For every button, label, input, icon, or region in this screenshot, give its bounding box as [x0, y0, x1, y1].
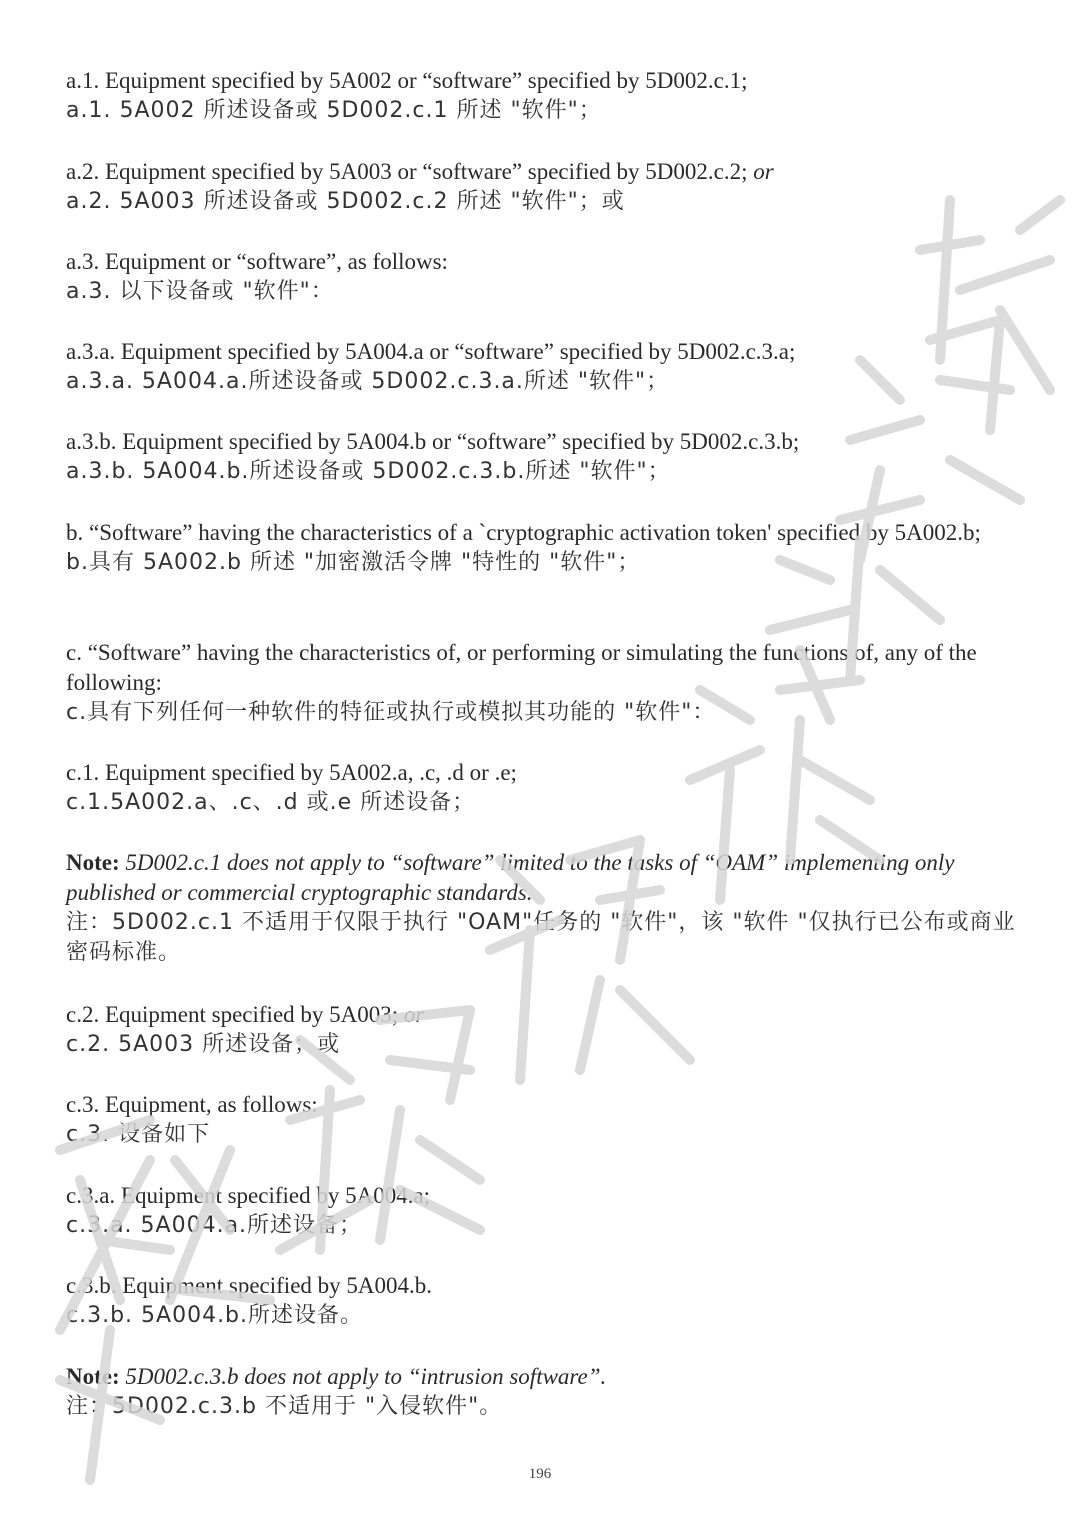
page-number: 196 — [528, 1466, 552, 1482]
clause-c3a-en: c.3.a. Equipment specified by 5A004.a; — [66, 1183, 431, 1208]
clause-a2-en-text: a.2. Equipment specified by 5A003 or “software” specified by 5D002.c.2; — [66, 159, 748, 184]
note-c3b — [66, 1362, 1016, 1422]
clause-c3b-en: c.3.b. Equipment specified by 5A004.b. — [66, 1273, 433, 1298]
clause-c2 — [66, 1000, 1016, 1060]
clause-c3a-zh: c.3.a. 5A004.a.所述设备； — [66, 1213, 363, 1238]
clause-a1-zh: a.1. 5A002 所述设备或 5D002.c.1 所述 "软件"； — [66, 98, 602, 123]
note-c3b-en — [66, 1362, 1016, 1392]
note-c3b-zh: 注：5D002.c.3.b 不适用于 "入侵软件"。 — [66, 1394, 503, 1419]
clause-a1 — [66, 66, 1016, 126]
clause-c-en: c. “Software” having the characteristics of, or performing or simulating the functions of, any of the following: — [66, 640, 983, 695]
clause-c-zh: c.具有下列任何一种软件的特征或执行或模拟其功能的 "软件"： — [66, 700, 716, 725]
clause-a3 — [66, 247, 1016, 307]
clause-c1-zh: c.1.5A002.a、.c、.d 或.e 所述设备； — [66, 790, 476, 815]
clause-c3b-zh: c.3.b. 5A004.b.所述设备。 — [66, 1303, 364, 1328]
clause-c2-en-text: c.2. Equipment specified by 5A003; — [66, 1002, 399, 1027]
clause-a2 — [66, 157, 1016, 217]
note-c1 — [66, 848, 1016, 968]
clause-a2-en-or: or — [747, 159, 774, 184]
clause-c2-en-or: or — [398, 1002, 425, 1027]
clause-b-zh: b.具有 5A002.b 所述 "加密激活令牌 "特性的 "软件"； — [66, 550, 641, 575]
clause-a3b — [66, 427, 1016, 487]
note-c3b-body: 5D002.c.3.b does not apply to “intrusion software”. — [119, 1364, 607, 1389]
clause-a3b-zh: a.3.b. 5A004.b.所述设备或 5D002.c.3.b.所述 "软件"； — [66, 459, 671, 484]
clause-c1-en: c.1. Equipment specified by 5A002.a, .c, .d or .e; — [66, 760, 517, 785]
clause-a3a — [66, 337, 1016, 397]
clause-a1-en: a.1. Equipment specified by 5A002 or “software” specified by 5D002.c.1; — [66, 68, 748, 93]
clause-c1 — [66, 758, 1016, 818]
note-c1-zh: 注：5D002.c.1 不适用于仅限于执行 "OAM"任务的 "软件"，该 "软件 "仅执行已公布或商业密码标准。 — [66, 910, 1016, 965]
note-c1-en — [66, 848, 1016, 908]
clause-c3-en: c.3. Equipment, as follows: — [66, 1092, 318, 1117]
clause-a2-zh: a.2. 5A003 所述设备或 5D002.c.2 所述 "软件"；或 — [66, 189, 625, 214]
clause-c2-zh: c.2. 5A003 所述设备；或 — [66, 1032, 341, 1057]
note-c3b-label: Note: — [66, 1364, 120, 1389]
clause-a2-en — [66, 157, 1016, 187]
clause-a3b-en: a.3.b. Equipment specified by 5A004.b or “software” specified by 5D002.c.3.b; — [66, 429, 800, 454]
clause-c3-zh: c.3. 设备如下 — [66, 1122, 211, 1147]
clause-b — [66, 518, 1016, 578]
clause-c3a — [66, 1181, 1016, 1241]
clause-b-en: b. “Software” having the characteristics of a `cryptographic activation token' specified by 5A002.b; — [66, 520, 981, 545]
clause-a3-zh: a.3. 以下设备或 "软件"： — [66, 279, 334, 304]
clause-a3-en: a.3. Equipment or “software”, as follows: — [66, 249, 448, 274]
note-c1-body: 5D002.c.1 does not apply to “software” limited to the tasks of “OAM” implementing only published or commercial cryptographic standards. — [66, 850, 961, 905]
clause-c — [66, 638, 1016, 728]
note-c1-label: Note: — [66, 850, 120, 875]
clause-a3a-en: a.3.a. Equipment specified by 5A004.a or “software” specified by 5D002.c.3.a; — [66, 339, 796, 364]
clause-c2-en — [66, 1000, 1016, 1030]
clause-c3 — [66, 1090, 1016, 1150]
clause-c3b — [66, 1271, 1016, 1331]
clause-a3a-zh: a.3.a. 5A004.a.所述设备或 5D002.c.3.a.所述 "软件"； — [66, 369, 670, 394]
